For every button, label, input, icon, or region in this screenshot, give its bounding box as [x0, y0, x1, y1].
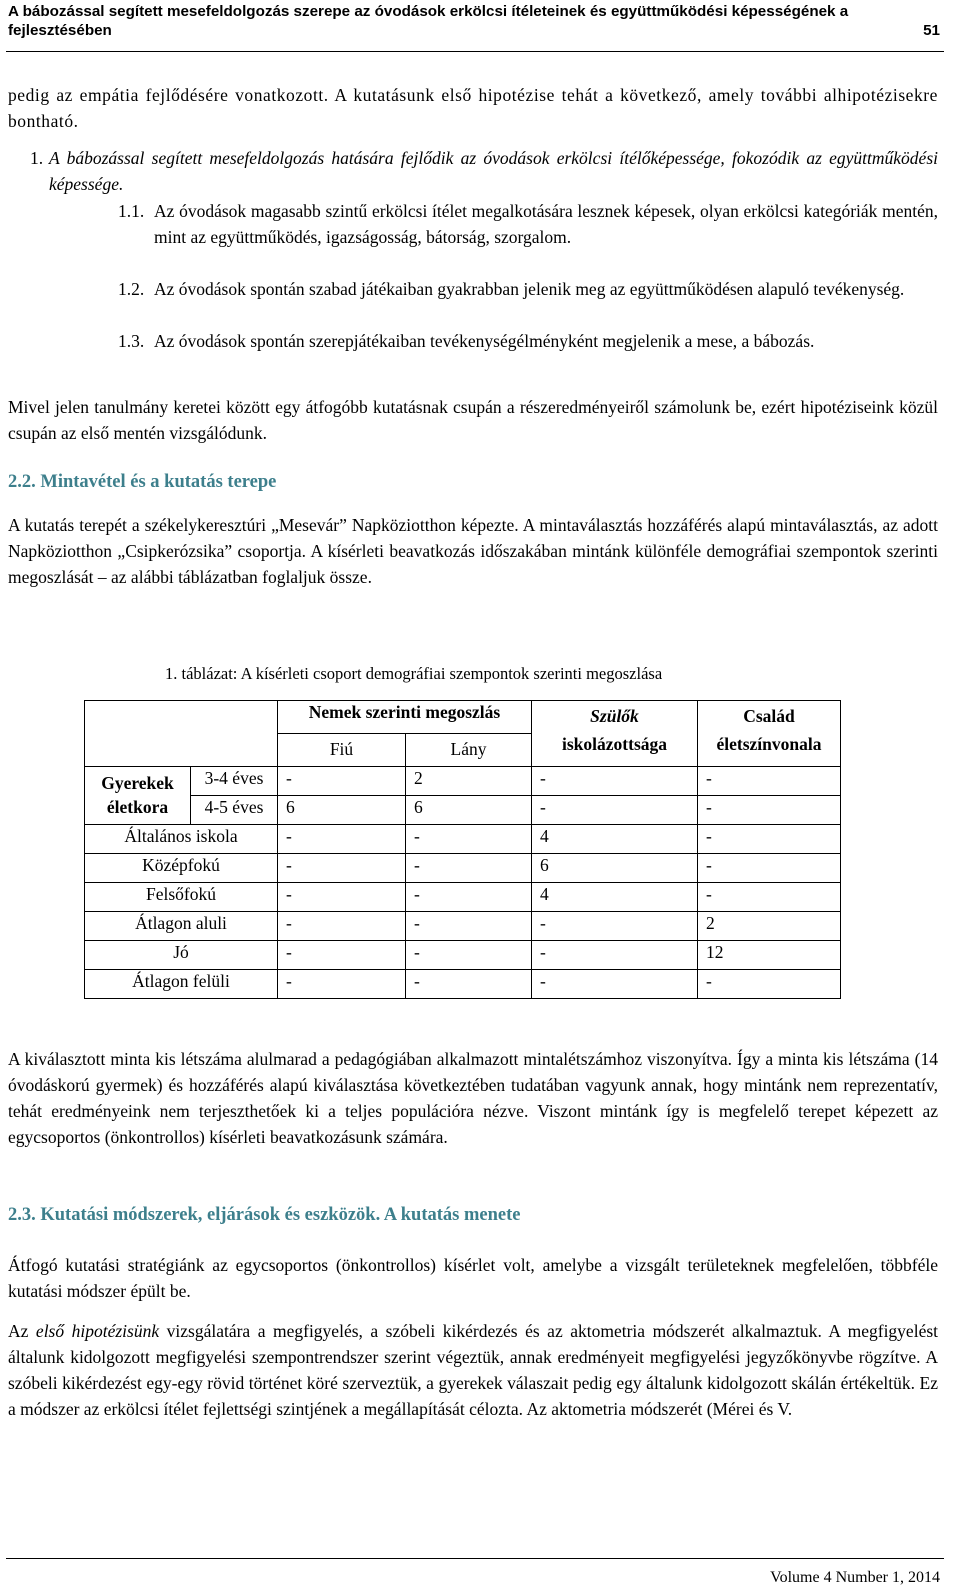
- table-row: [85, 940, 841, 969]
- cell-girl: 6: [406, 795, 532, 824]
- sub-hypothesis-number: 1.3.: [118, 331, 145, 351]
- paragraph-rest: vizsgálatára a megfigyelés, a szóbeli kikérdezés és az aktometria módszerét alkalmaztuk. A megfigyelést általunk kidolgozott megfigyelési szempontrendszer szerint végeztük, annak eredményeit megfigyelési jegyzőkönyvbe rögzítve. A szóbeli kikérdezést egy-egy rövid történet köré szerveztük, a gyerekek válaszait pedig egy általunk kidolgozott skálán értékeltük. Ez a módszer az erkölcsi ítélet fejlettségi szintjének a megállapítását célozta. Az aktometria módszerét (Mérei és V.: [8, 1321, 939, 1419]
- sub-hypothesis-number: 1.1.: [118, 201, 145, 221]
- section-2-3-paragraph-2: [8, 1318, 938, 1422]
- header-girl: Lány: [406, 733, 532, 766]
- cell-boy: -: [278, 853, 406, 882]
- cell-girl: -: [406, 940, 532, 969]
- header-boy: Fiú: [278, 733, 406, 766]
- cell-parents: -: [532, 940, 698, 969]
- scope-paragraph: Mivel jelen tanulmány keretei között egy átfogóbb kutatásnak csupán a részeredményeiről számolunk be, ezért hipotéziseink közül csupán az első mentén vizsgálódunk.: [8, 397, 938, 443]
- group-label: [85, 766, 191, 824]
- cell-girl: -: [406, 824, 532, 853]
- section-heading-2-3: 2.3. Kutatási módszerek, eljárások és eszközök. A kutatás menete: [8, 1205, 521, 1225]
- header-family-line1: Család: [698, 701, 841, 734]
- cell-parents: -: [532, 911, 698, 940]
- cell-parents: 6: [532, 853, 698, 882]
- cell-family: -: [698, 853, 841, 882]
- sub-hypothesis-text: Az óvodások spontán szerepjátékaiban tevékenységélményként megjelenik a mese, a bábozás.: [154, 331, 815, 351]
- header-gender: Nemek szerinti megoszlás: [278, 701, 532, 734]
- cell-boy: 6: [278, 795, 406, 824]
- cell-parents: -: [532, 766, 698, 795]
- group-label-line1: Gyerekek: [101, 773, 174, 793]
- cell-boy: -: [278, 882, 406, 911]
- cell-boy: -: [278, 766, 406, 795]
- cell-girl: -: [406, 969, 532, 998]
- section-2-2-paragraph: A kutatás terepét a székelykeresztúri „Mesevár” Napköziotthon képezte. A mintaválasztás hozzáférés alapú mintaválasztás, az adott Napköziotthon „Csipkerózsika” csoportja. A kísérleti beavatkozás időszakában mintánk különféle demográfiai szempontok szerinti megoszlását – az alábbi táblázatban foglaljuk össze.: [8, 515, 938, 587]
- paragraph-prefix: Az: [8, 1321, 29, 1341]
- cell-family: -: [698, 824, 841, 853]
- row-label: 4-5 éves: [191, 795, 278, 824]
- row-label: Átlagon felüli: [85, 969, 278, 998]
- table-caption: 1. táblázat: A kísérleti csoport demográfiai szempontok szerinti megoszlása: [165, 664, 663, 683]
- table-corner-cell: [85, 733, 278, 766]
- row-label: Jó: [85, 940, 278, 969]
- sub-hypothesis-1-2: [118, 276, 938, 302]
- cell-family: -: [698, 795, 841, 824]
- header-rule: [6, 51, 944, 52]
- intro-paragraph: pedig az empátia fejlődésére vonatkozott. A kutatásunk első hipotézise tehát a következő, amely további alhipotézisekre bontható.: [8, 85, 938, 131]
- table-row: [85, 766, 841, 795]
- cell-boy: -: [278, 911, 406, 940]
- section-2-3-paragraph-1: Átfogó kutatási stratégiánk az egycsoportos (önkontrollos) kísérlet volt, amelybe a vizsgált területeknek megfelelően, többféle kutatási módszer épült be.: [8, 1255, 938, 1301]
- sub-hypothesis-text: Az óvodások magasabb szintű erkölcsi ítélet megalkotására lesznek képesek, olyan erkölcsi kategóriák mentén, mint az együttműködés, igazságosság, bátorság, szorgalom.: [154, 201, 938, 247]
- row-label: Általános iskola: [85, 824, 278, 853]
- footer-volume: Volume 4 Number 1, 2014: [770, 1569, 940, 1586]
- section-heading-2-2: 2.2. Mintavétel és a kutatás terepe: [8, 472, 277, 492]
- cell-boy: -: [278, 969, 406, 998]
- header-parents-line2: iskolázottsága: [532, 733, 698, 766]
- header-parents-line1: Szülők: [532, 701, 698, 734]
- table-row: [85, 824, 841, 853]
- row-label: Átlagon aluli: [85, 911, 278, 940]
- cell-boy: -: [278, 940, 406, 969]
- sub-hypothesis-number: 1.2.: [118, 279, 145, 299]
- emphasized-phrase: első hipotézisünk: [35, 1321, 160, 1341]
- row-label: Középfokú: [85, 853, 278, 882]
- cell-girl: -: [406, 911, 532, 940]
- cell-family: -: [698, 766, 841, 795]
- table-row: [85, 882, 841, 911]
- cell-family: -: [698, 969, 841, 998]
- cell-parents: -: [532, 969, 698, 998]
- group-label-line2: életkora: [106, 797, 169, 817]
- cell-boy: -: [278, 824, 406, 853]
- cell-parents: -: [532, 795, 698, 824]
- sub-hypothesis-text: Az óvodások spontán szabad játékaiban gyakrabban jelenik meg az együttműködésen alapuló tevékenység.: [154, 279, 905, 299]
- hypothesis-text: A bábozással segített mesefeldolgozás hatására fejlődik az óvodások erkölcsi ítélőképessége, fokozódik az együttműködési képessége.: [49, 148, 938, 194]
- table-row: [85, 911, 841, 940]
- cell-girl: 2: [406, 766, 532, 795]
- demographic-table: [84, 700, 841, 999]
- cell-parents: 4: [532, 882, 698, 911]
- header-family-line2: életszínvonala: [698, 733, 841, 766]
- sub-hypothesis-1-1: [118, 198, 938, 250]
- table-header-row-2: [85, 733, 841, 766]
- sub-hypothesis-1-3: [118, 328, 938, 354]
- running-header-title: A bábozással segített mesefeldolgozás szerepe az óvodások erkölcsi ítéleteinek és együttműködési képességének a fejlesztésében: [8, 3, 849, 39]
- cell-girl: -: [406, 853, 532, 882]
- cell-family: -: [698, 882, 841, 911]
- table-row: [85, 969, 841, 998]
- footer-rule: [6, 1558, 944, 1559]
- cell-family: 12: [698, 940, 841, 969]
- table-row: [85, 853, 841, 882]
- cell-family: 2: [698, 911, 841, 940]
- cell-girl: -: [406, 882, 532, 911]
- row-label: Felsőfokú: [85, 882, 278, 911]
- table-row: [85, 795, 841, 824]
- row-label: 3-4 éves: [191, 766, 278, 795]
- table-corner-cell: [85, 701, 278, 734]
- hypothesis-number: 1.: [30, 148, 44, 168]
- page-number: 51: [923, 22, 940, 39]
- hypothesis-1: [30, 145, 938, 197]
- sample-paragraph: A kiválasztott minta kis létszáma alulmarad a pedagógiában alkalmazott mintalétszámhoz viszonyítva. Így a minta kis létszáma (14 óvodáskorú gyermek) és hozzáférés alapú kiválasztása következtében tudatában vagyunk annak, hogy mintánk nem reprezentatív, tehát eredményeink nem terjeszthetőek ki a teljes populációra nézve. Viszont mintánk így is megfelelő terepet képezett az egycsoportos (önkontrollos) kísérleti beavatkozásunk számára.: [8, 1049, 938, 1147]
- cell-parents: 4: [532, 824, 698, 853]
- table-header-row-1: [85, 701, 841, 734]
